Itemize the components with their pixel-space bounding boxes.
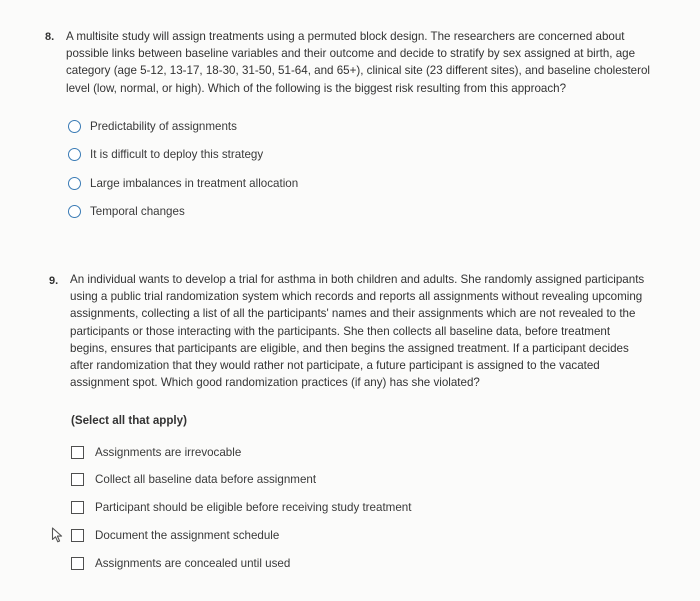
option-label: Collect all baseline data before assignment <box>95 473 317 486</box>
checkbox[interactable] <box>71 446 84 459</box>
option-label: Temporal changes <box>90 205 185 218</box>
question-line: category (age 5-12, 13-17, 18-30, 31-50, 51-64, and 65+), clinical site (23 different sites), and baseline cholesterol <box>66 64 651 78</box>
option-large-imbalances[interactable] <box>68 177 298 190</box>
option-label: Assignments are irrevocable <box>95 446 242 459</box>
option-difficult-deploy[interactable] <box>68 148 263 161</box>
radio-button[interactable] <box>68 148 81 161</box>
question-line: possible links between baseline variables and their outcome and decide to stratify by sex assigned at birth, age <box>66 47 636 61</box>
question-line: level (low, normal, or high). Which of the following is the biggest risk resulting from this approach? <box>66 81 567 95</box>
option-label: It is difficult to deploy this strategy <box>90 148 264 161</box>
checkbox[interactable] <box>71 473 84 486</box>
question-text <box>70 271 644 391</box>
option-temporal-changes[interactable] <box>68 205 185 218</box>
mouse-pointer-icon <box>51 527 65 543</box>
checkbox[interactable] <box>71 529 84 542</box>
option-label: Assignments are concealed until used <box>95 557 291 570</box>
question-text <box>66 28 650 97</box>
question-number: 9. <box>49 275 59 287</box>
question-line: assignments, collecting a list of all the participants' names and their assignments which are not revealed to the <box>70 307 636 321</box>
question-line: An individual wants to develop a trial for asthma in both children and adults. She randomly assigned participants <box>70 273 645 286</box>
radio-button[interactable] <box>68 205 81 218</box>
option-document-schedule[interactable] <box>71 529 279 542</box>
option-concealed[interactable] <box>71 557 290 570</box>
question-line: using a public trial randomization system which records and reports all assignments without revealing upcoming <box>70 290 643 304</box>
option-baseline-data[interactable] <box>71 473 316 486</box>
question-line: participants or those interacting with the participants. She then collects all baseline data, before treatment <box>70 324 611 338</box>
checkbox[interactable] <box>71 557 84 570</box>
checkbox[interactable] <box>71 501 84 514</box>
question-number: 8. <box>45 31 55 43</box>
option-label: Large imbalances in treatment allocation <box>90 177 299 190</box>
question-line: begins, ensures that participants are eligible, and then begins the assigned treatment. If a participant decides <box>70 341 629 355</box>
question-line: A multisite study will assign treatments using a permuted block design. The researchers are concerned about <box>66 30 625 43</box>
question-line: assignment spot. Which good randomization practices (if any) has she violated? <box>70 376 480 390</box>
option-eligible[interactable] <box>71 501 411 514</box>
question-line: after randomization that they would rather not participate, a future participant is assigned to the vacated <box>70 359 600 373</box>
radio-button[interactable] <box>68 120 81 133</box>
option-predictability[interactable] <box>68 120 237 133</box>
option-irrevocable[interactable] <box>71 446 241 459</box>
radio-button[interactable] <box>68 177 81 190</box>
option-label: Document the assignment schedule <box>95 529 280 542</box>
option-label: Participant should be eligible before receiving study treatment <box>95 501 412 514</box>
select-all-instruction: (Select all that apply) <box>71 414 187 427</box>
option-label: Predictability of assignments <box>90 120 237 133</box>
